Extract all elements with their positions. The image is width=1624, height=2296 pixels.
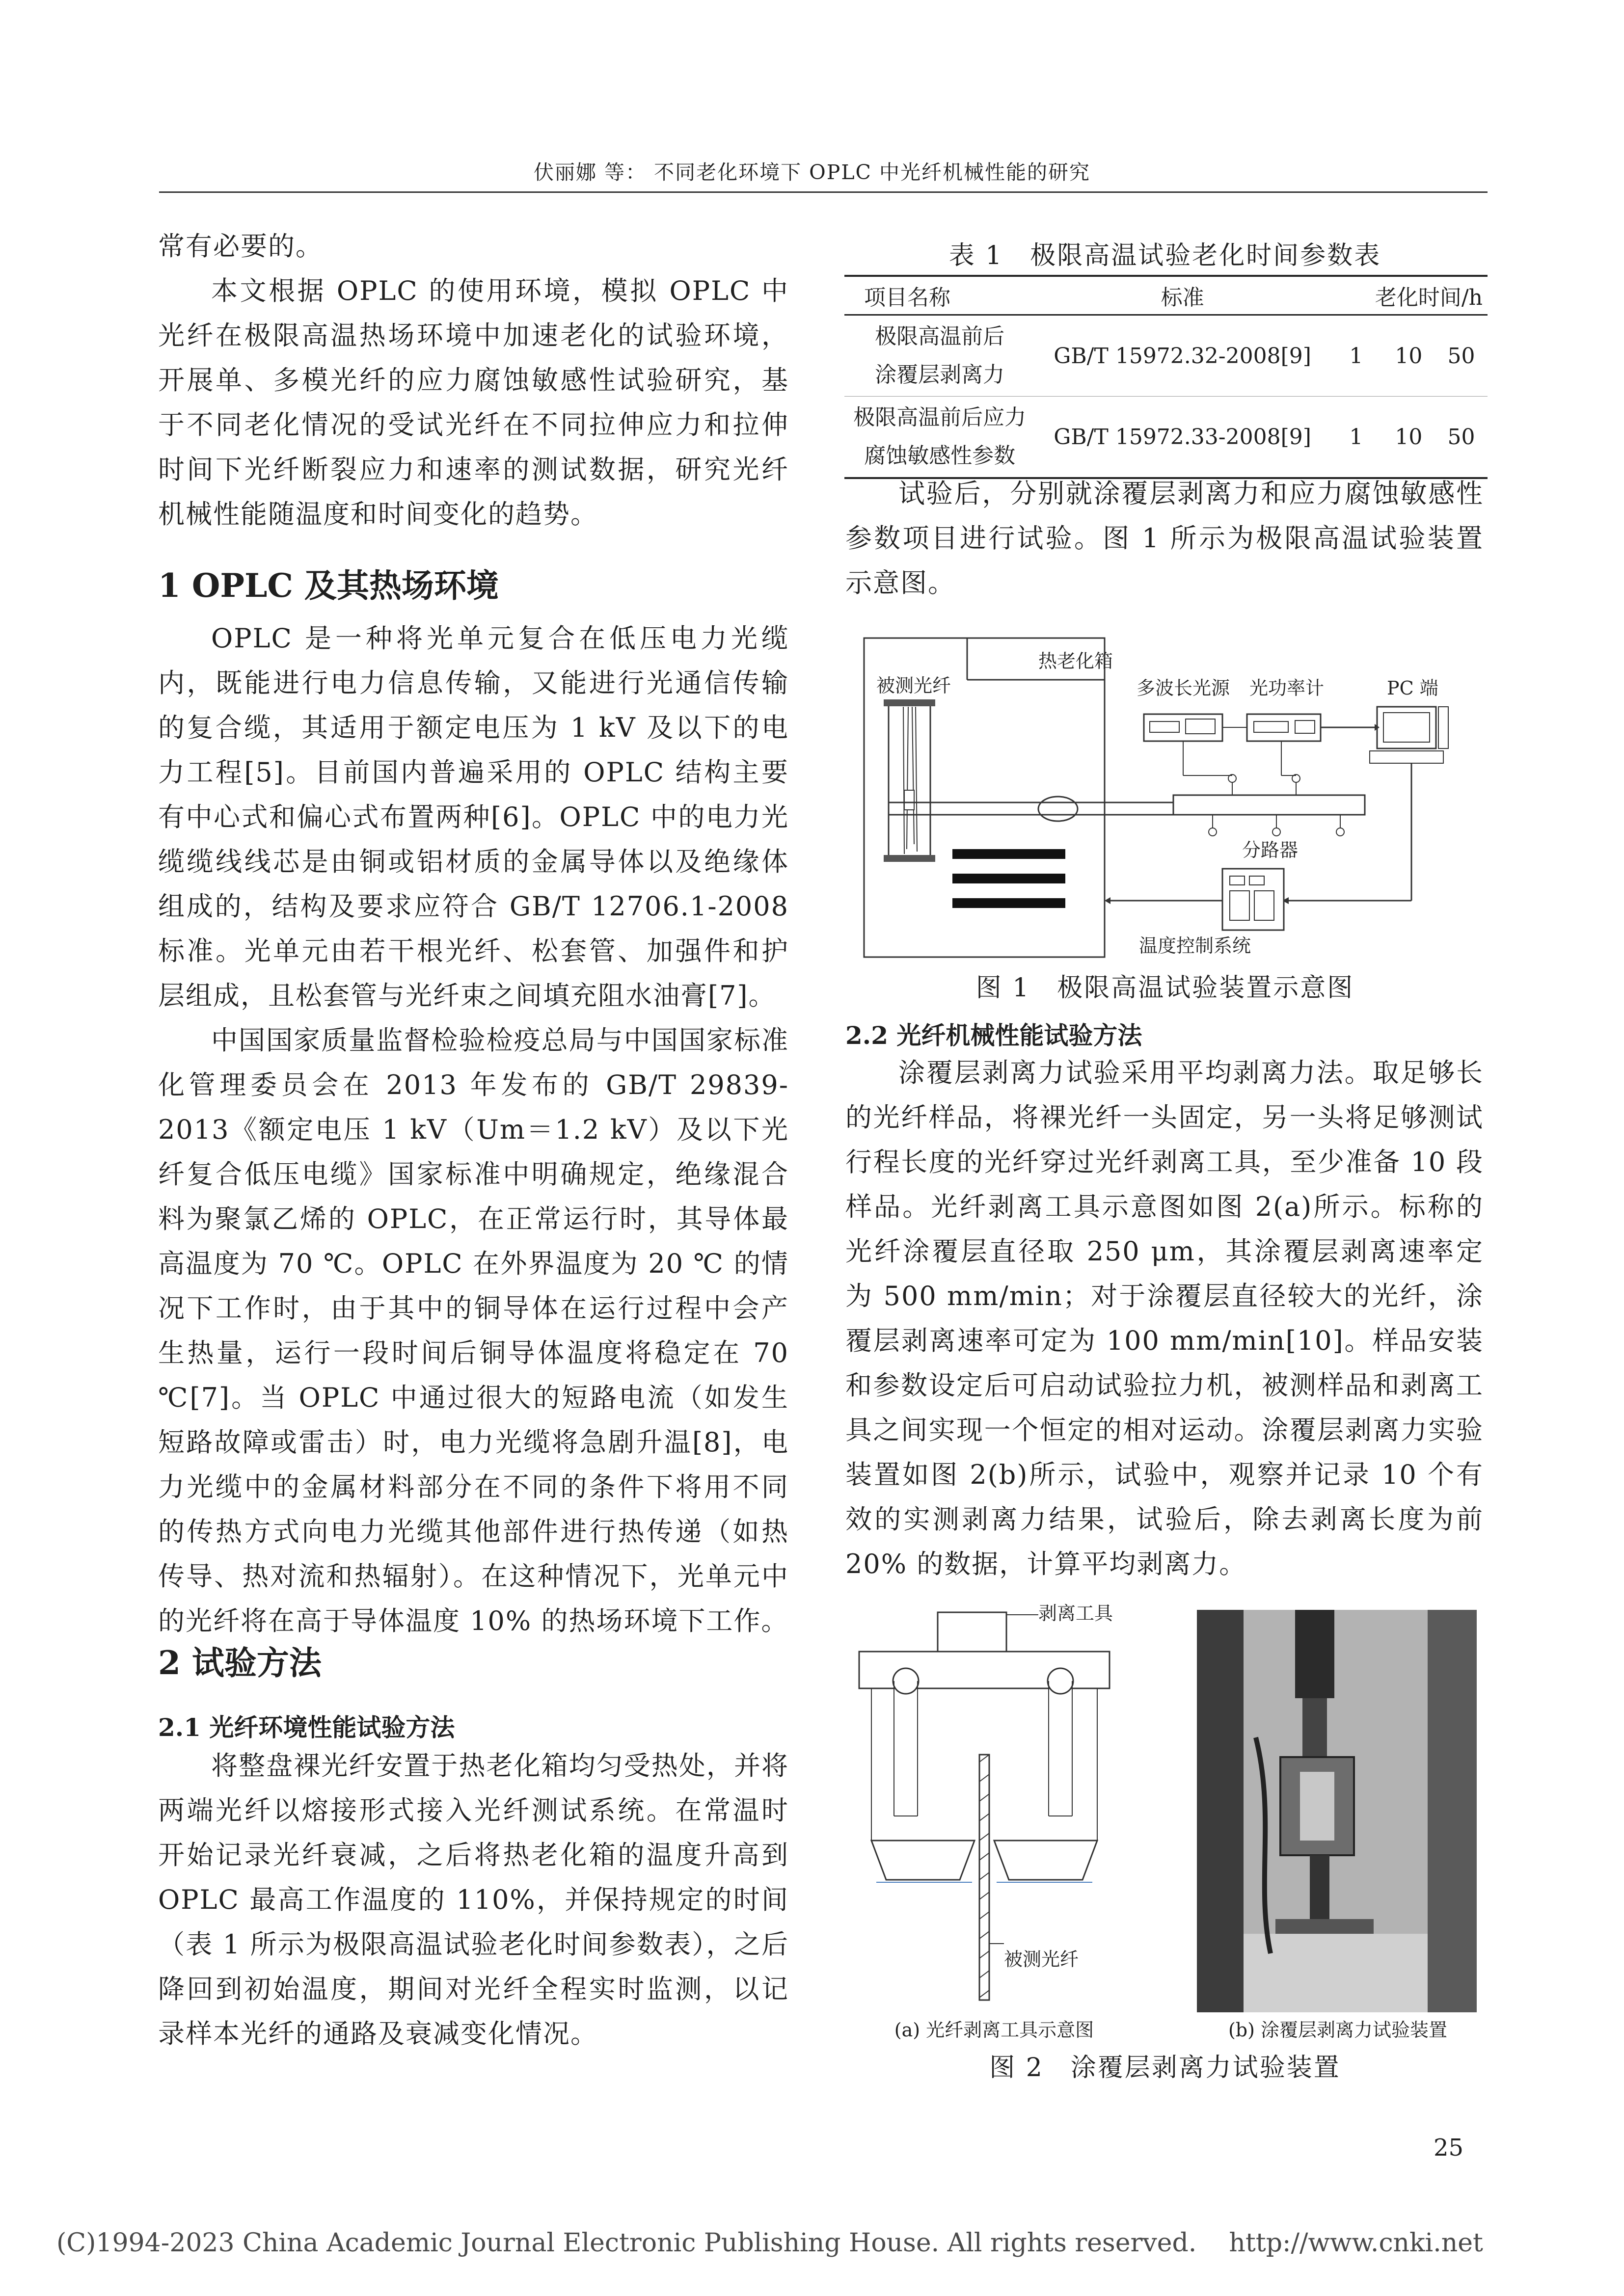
table-cell-time: 50: [1447, 424, 1475, 450]
running-header: 伏丽娜 等： 不同老化环境下 OPLC 中光纤机械性能的研究: [534, 160, 1090, 184]
fiber-coil-frame: [884, 699, 935, 862]
tool-label: 剥离工具: [1038, 1602, 1113, 1624]
table-1: [844, 275, 1488, 479]
heater-bar: [952, 898, 1065, 908]
figure-1-caption: 图 1 极限高温试验装置示意图: [975, 973, 1354, 1003]
after-table-paragraph: 试验后，分别就涂覆层剥离力和应力腐蚀敏感性参数项目进行试验。图 1 所示为极限高温试验装置示意图。: [845, 478, 1484, 598]
section-1-paragraph-1: OPLC 是一种将光单元复合在低压电力光缆内，既能进行电力信息传输，又能进行光通信传输的复合缆，其适用于额定电压为 1 kV 及以下的电力工程[5]。目前国内普遍采用的 OPLC 结构主要有中心式和偏心式布置两种[6]。OPLC 中的电力光缆缆线线芯是由铜或铝材质的金属导体以及绝缘体组成的，结构及要求应符合 GB/T 12706.1-2008 标准。光单元由若干根光纤、松套管、加强件和护层组成，且松套管与光纤束之间填充阻水油膏[7]。: [158, 623, 789, 1011]
figure-2a-diagram: [857, 1600, 1132, 2042]
table-header-name: 项目名称: [864, 285, 950, 310]
table-row: [844, 397, 1488, 479]
table-cell-name: 涂覆层剥离力: [875, 362, 1005, 387]
table-header-time: 老化时间/h: [1375, 285, 1483, 310]
figure-2b-subcaption: (b) 涂覆层剥离力试验装置: [1228, 2019, 1448, 2041]
meter-label: 光功率计: [1249, 677, 1325, 699]
oven-label: 热老化箱: [1038, 650, 1113, 672]
after-table-paragraph-block: [845, 471, 1484, 605]
section-2-2-body: [845, 1050, 1484, 1586]
table-cell-time: 10: [1395, 424, 1423, 450]
table-cell-time: 50: [1447, 343, 1475, 369]
fiber-label: 被测光纤: [876, 675, 951, 696]
temperature-controller-icon: [1222, 869, 1284, 930]
table-header-standard: 标准: [1161, 285, 1204, 310]
page-number: 25: [1434, 2134, 1464, 2162]
table-cell-time: 1: [1349, 343, 1363, 369]
intro-paragraph: 本文根据 OPLC 的使用环境，模拟 OPLC 中光纤在极限高温热场环境中加速老化的试验环境，开展单、多模光纤的应力腐蚀敏感性试验研究，基于不同老化情况的受试光纤在不同拉伸应力和拉伸时间下光纤断裂应力和速率的测试数据，研究光纤机械性能随温度和时间变化的趋势。: [158, 275, 789, 530]
section-2-1-title: 2.1 光纤环境性能试验方法: [158, 1713, 455, 1742]
heater-bar: [952, 849, 1065, 859]
fiber-under-test: [979, 1755, 989, 2000]
temperature-control-label: 温度控制系统: [1139, 935, 1251, 957]
table-cell-name: 极限高温前后: [875, 324, 1005, 349]
section-1-body: [158, 616, 789, 1643]
clamp-block: [938, 1612, 1006, 1652]
figure-2b-photo: [1197, 1610, 1477, 2012]
figure-2a-subcaption: (a) 光纤剥离工具示意图: [894, 2019, 1094, 2041]
section-2-title: 2 试验方法: [158, 1644, 322, 1682]
section-1-paragraph-2: 中国国家质量监督检验检疫总局与中国国家标准化管理委员会在 2013 年发布的 GB/T 29839-2013《额定电压 1 kV（Um＝1.2 kV）及以下光纤复合低压电缆》国家标准中明确规定，绝缘混合料为聚氯乙烯的 OPLC，在正常运行时，其导体最高温度为 70 ℃。OPLC 在外界温度为 20 ℃ 的情况下工作时，由于其中的铜导体在运行过程中会产生热量，运行一段时间后铜导体温度将稳定在 70 ℃[7]。当 OPLC 中通过很大的短路电流（如发生短路故障或雷击）时，电力光缆将急剧升温[8]，电力光缆中的金属材料部分在不同的条件下将用不同的传热方式向电力光缆其他部件进行热传递（如热传导、热对流和热辐射）。在这种情况下，光单元中的光纤将在高于导体温度 10% 的热场环境下工作。: [158, 1025, 789, 1636]
heater-bar: [952, 874, 1065, 883]
table-cell-name: 极限高温前后应力: [853, 405, 1027, 430]
section-2-1-body: [158, 1743, 789, 2056]
header-rule: [159, 191, 1488, 193]
table-cell-name: 腐蚀敏感性参数: [864, 443, 1016, 468]
source-label: 多波长光源: [1137, 677, 1230, 699]
splitter-label: 分路器: [1242, 839, 1299, 861]
table-cell-standard: GB/T 15972.33-2008[9]: [1054, 424, 1311, 450]
section-2-2-title: 2.2 光纤机械性能试验方法: [845, 1021, 1142, 1050]
section-2-1-paragraph: 将整盘裸光纤安置于热老化箱均匀受热处，并将两端光纤以熔接形式接入光纤测试系统。在常温时开始记录光纤衰减，之后将热老化箱的温度升高到 OPLC 最高工作温度的 110%，并保持规定的时间（表 1 所示为极限高温试验老化时间参数表），之后降回到初始温度，期间对光纤全程实时监测，以记录样本光纤的通路及衰减变化情况。: [158, 1750, 789, 2049]
section-2-2-paragraph: 涂覆层剥离力试验采用平均剥离力法。取足够长的光纤样品，将裸光纤一头固定，另一头将足够测试行程长度的光纤穿过光纤剥离工具，至少准备 10 段样品。光纤剥离工具示意图如图 2(a)所示。标称的光纤涂覆层直径取 250 μm，其涂覆层剥离速率定为 500 mm/min；对于涂覆层直径较大的光纤，涂覆层剥离速率可定为 100 mm/min[10]。样品安装和参数设定后可启动试验拉力机，被测样品和剥离工具之间实现一个恒定的相对运动。涂覆层剥离力实验装置如图 2(b)所示，试验中，观察并记录 10 个有效的实测剥离力结果，试验后，除去剥离长度为前 20% 的数据，计算平均剥离力。: [845, 1057, 1484, 1579]
fiber-label: 被测光纤: [1004, 1949, 1079, 1970]
figure-2-caption: 图 2 涂覆层剥离力试验装置: [989, 2053, 1341, 2082]
table-row: [844, 315, 1488, 397]
pc-label: PC 端: [1387, 677, 1438, 699]
copyright-footer: (C)1994-2023 China Academic Journal Electronic Publishing House. All rights reserved. http://www.cnki.net: [56, 2228, 1483, 2258]
table-1-caption: 表 1 极限高温试验老化时间参数表: [948, 241, 1381, 270]
splitter-bus: [1173, 795, 1365, 815]
table-cell-time: 1: [1349, 424, 1363, 450]
table-cell-standard: GB/T 15972.32-2008[9]: [1054, 343, 1311, 369]
left-column: [158, 224, 789, 536]
table-cell-time: 10: [1395, 343, 1423, 369]
section-1-title: 1 OPLC 及其热场环境: [158, 566, 499, 605]
intro-tail: 常有必要的。: [158, 231, 323, 262]
figure-1-diagram: [859, 633, 1468, 967]
pc-icon: [1370, 707, 1448, 763]
